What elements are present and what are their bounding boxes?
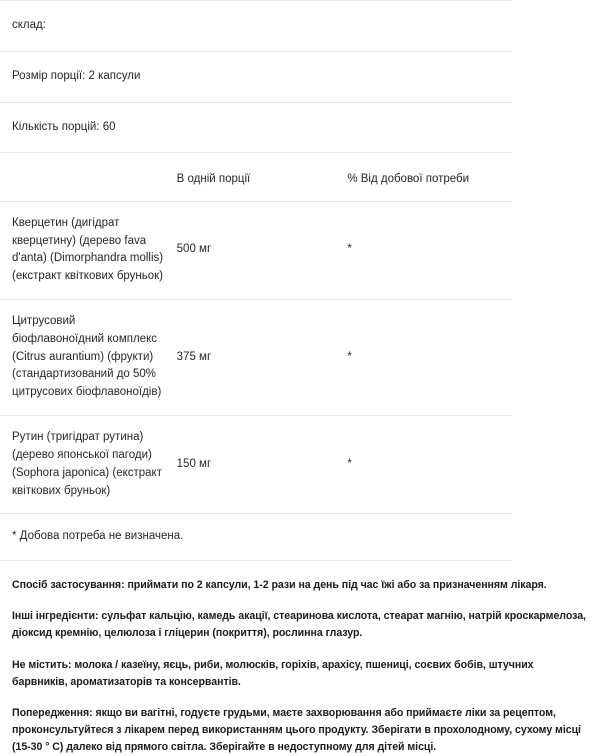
column-header-daily-value: % Від добової потреби bbox=[347, 173, 470, 186]
daily-value-footnote: * Добова потреба не визначена. bbox=[12, 530, 184, 543]
daily-value-footnote-row bbox=[0, 514, 512, 561]
ingredient-name: Цитрусовий біофлавоноїдний комплекс (Citrus aurantium) (фрукти) (стандартизований до 50% цитрусових біофлавоноїдів) bbox=[12, 315, 162, 399]
column-header-amount-per-serving: В одній порції bbox=[176, 173, 251, 186]
serving-size-row bbox=[0, 51, 512, 102]
directions-note: Спосіб застосування: приймати по 2 капсули, 1-2 рази на день під час їжі або за призначенням лікаря. bbox=[12, 579, 547, 592]
servings-per-container-row bbox=[0, 102, 512, 153]
ingredient-daily-value: * bbox=[347, 350, 352, 363]
servings-per-container: Кількість порцій: 60 bbox=[12, 120, 116, 133]
column-header-name bbox=[0, 153, 171, 201]
panel-title: склад: bbox=[12, 19, 46, 31]
ingredient-amount: 375 мг bbox=[176, 350, 212, 363]
table-row bbox=[0, 201, 512, 299]
serving-size: Розмір порції: 2 капсули bbox=[12, 69, 141, 82]
notes-section bbox=[0, 561, 600, 756]
table-row bbox=[0, 300, 512, 416]
ingredient-name: Рутин (тригідрат рутина) (дерево японської пагоди) (Sophora japonica) (екстракт квіткових бруньок) bbox=[12, 431, 162, 497]
ingredient-name: Кверцетин (дигідрат кверцетину) (дерево fava d'anta) (Dimorphandra mollis) (екстракт квіткових бруньок) bbox=[12, 216, 164, 283]
ingredient-daily-value: * bbox=[347, 243, 352, 256]
allergen-free-note: Не містить: молока / казеїну, яєць, риби, молюсків, горіхів, арахісу, пшениці, соєвих бобів, штучних барвників, ароматизаторів та консервантів. bbox=[12, 658, 534, 688]
ingredient-daily-value: * bbox=[347, 457, 352, 470]
other-ingredients-note: Інші інгредієнти: сульфат кальцію, камедь акації, стеаринова кислота, стеарат магнію, натрій кроскармелоза, діоксид кремнію, целюлоза і гліцерин (покриття), рослинна глазур. bbox=[12, 610, 586, 640]
warning-note: Попередження: якщо ви вагітні, годуєте грудьми, маєте захворювання або приймаєте ліки за рецептом, проконсультуйтеся з лікарем перед використанням цього продукту. Зберігати в прохолодному, сухому місці (15-30 ° C) далеко від прямого світла. Зберігайте в недоступному для дітей місці. bbox=[12, 706, 581, 754]
table-row bbox=[0, 416, 512, 514]
ingredient-amount: 150 мг bbox=[176, 457, 212, 470]
panel-title-row bbox=[0, 1, 512, 52]
ingredient-amount: 500 мг bbox=[176, 243, 212, 256]
table-header-row bbox=[0, 153, 512, 201]
